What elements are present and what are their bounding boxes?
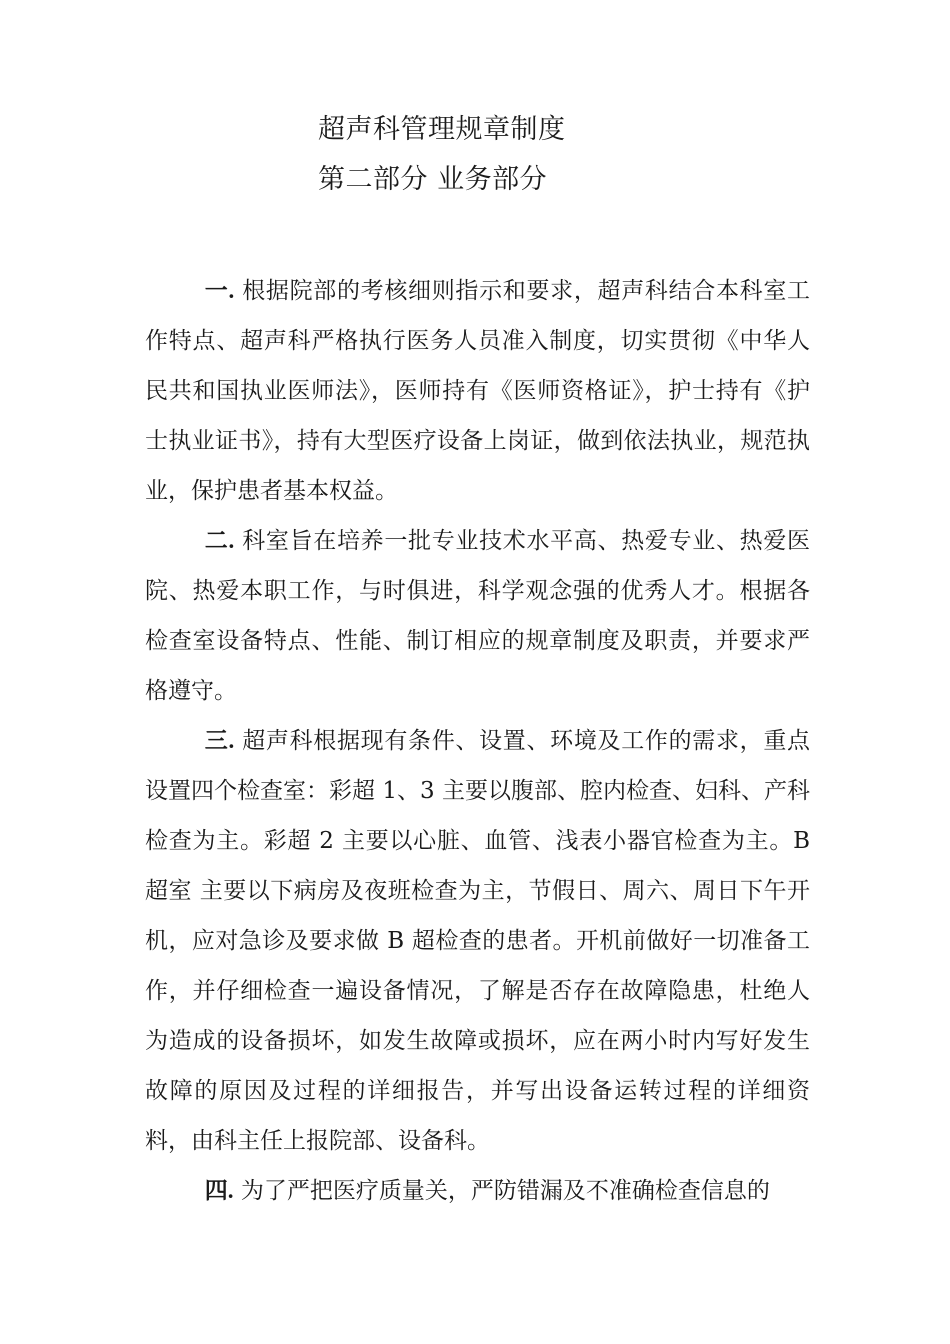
paragraph-number: 一. — [204, 278, 235, 303]
document-title: 超声科管理规章制度 — [318, 114, 566, 145]
paragraph-text: 为了严把医疗质量关，严防错漏及不准确检查信息的 — [233, 1178, 770, 1204]
paragraph-number: 二. — [204, 528, 235, 553]
paragraph-text: 科室旨在培养一批专业技术水平高、热爱专业、热爱医院、热爱本职工作，与时俱进，科学观念强的优秀人才。根据各检查室设备特点、性能、制订相应的规章制度及职责，并要求严格遵守。 — [145, 528, 811, 704]
paragraph-number: 三. — [204, 728, 235, 753]
document-subtitle: 第二部分 业务部分 — [318, 164, 548, 195]
paragraph-2 — [145, 516, 810, 716]
document-body — [145, 266, 810, 1216]
paragraph-number: 四. — [204, 1178, 234, 1203]
paragraph-text: 超声科根据现有条件、设置、环境及工作的需求，重点设置四个检查室：彩超 1、3 主要以腹部、腔内检查、妇科、产科检查为主。彩超 2 主要以心脏、血管、浅表小器官检查为主。B 超室 主要以下病房及夜班检查为主，节假日、周六、周日下午开机，应对急诊及要求做 B 超检查的患者。开机前做好一切准备工作，并仔细检查一遍设备情况，了解是否存在故障隐患，杜绝人为造成的设备损坏，如发生故障或损坏，应在两小时内写好发生故障的原因及过程的详细报告，并写出设备运转过程的详细资料，由科主任上报院部、设备科。 — [145, 728, 811, 1154]
paragraph-3 — [145, 716, 810, 1166]
paragraph-1 — [145, 266, 810, 516]
paragraph-4 — [145, 1166, 810, 1216]
paragraph-text: 根据院部的考核细则指示和要求，超声科结合本科室工作特点、超声科严格执行医务人员准入制度，切实贯彻《中华人民共和国执业医师法》，医师持有《医师资格证》，护士持有《护士执业证书》，持有大型医疗设备上岗证，做到依法执业，规范执业，保护患者基本权益。 — [145, 278, 811, 504]
